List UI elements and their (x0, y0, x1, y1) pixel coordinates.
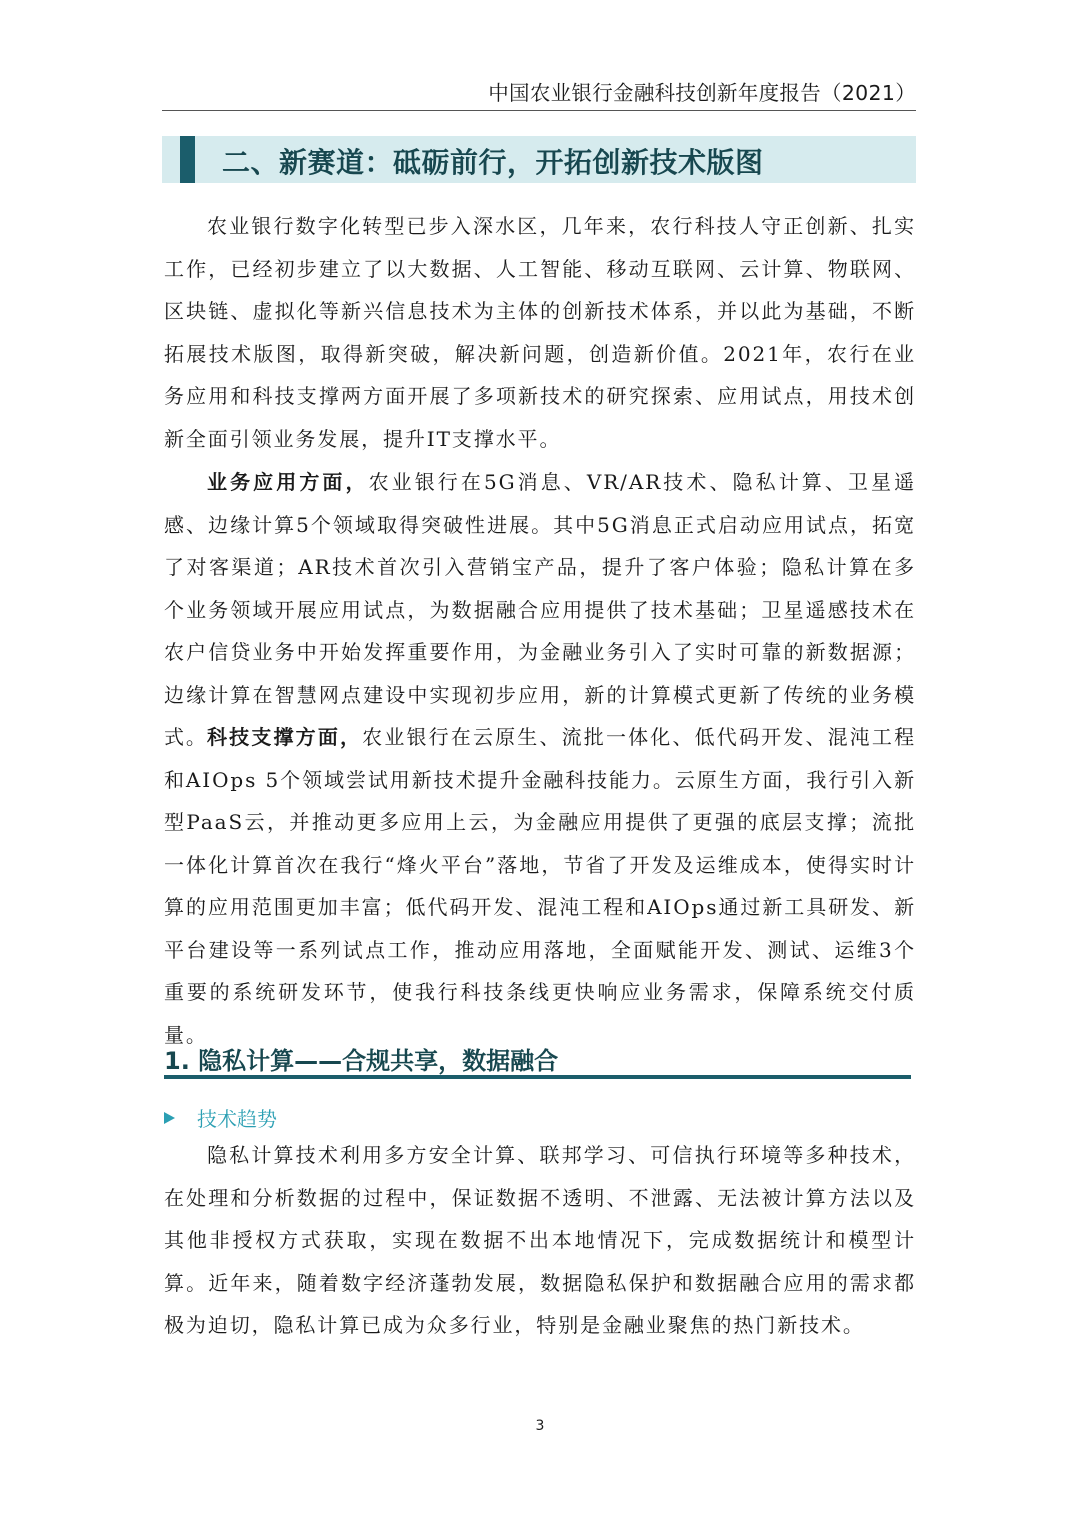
section-banner-accent-bar (180, 136, 195, 183)
intro-paragraph: 农业银行数字化转型已步入深水区，几年来，农行科技人守正创新、扎实工作，已经初步建立了以大数据、人工智能、移动互联网、云计算、物联网、区块链、虚拟化等新兴信息技术为主体的创新技术体系，并以此为基础，不断拓展技术版图，取得新突破，解决新问题，创造新价值。2021年，农行在业务应用和科技支撑两方面开展了多项新技术的研究探索、应用试点，用技术创新全面引领业务发展，提升IT支撑水平。 (164, 214, 916, 451)
trend-paragraph: 隐私计算技术利用多方安全计算、联邦学习、可信执行环境等多种技术，在处理和分析数据的过程中，保证数据不透明、不泄露、无法被计算方法以及其他非授权方式获取，实现在数据不出本地情况下，完成数据统计和模型计算。近年来，随着数字经济蓬勃发展，数据隐私保护和数据融合应用的需求都极为迫切，隐私计算已成为众多行业，特别是金融业聚焦的热门新技术。 (164, 1143, 916, 1337)
business-application-lead: 业务应用方面， (207, 470, 369, 494)
tech-support-paragraph (164, 716, 916, 1056)
trend-heading-label: 技术趋势 (197, 1107, 277, 1131)
section-title: 二、新赛道：砥砺前行，开拓创新技术版图 (222, 146, 764, 179)
arrow-right-icon (164, 1112, 175, 1124)
header-divider (162, 110, 916, 111)
subsection-title: 1. 隐私计算——合规共享，数据融合 (164, 1047, 559, 1075)
subsection-divider (164, 1075, 911, 1079)
business-application-body: 农业银行在5G消息、VR/AR技术、隐私计算、卫星遥感、边缘计算5个领域取得突破性进展。其中5G消息正式启动应用试点，拓宽了对客渠道；AR技术首次引入营销宝产品，提升了客户体验；隐私计算在多个业务领域开展应用试点，为数据融合应用提供了技术基础；卫星遥感技术在农户信贷业务中开始发挥重要作用，为金融业务引入了实时可靠的新数据源；边缘计算在智慧网点建设中实现初步应用，新的计算模式更新了传统的业务模式。 (164, 470, 916, 749)
tech-support-body: 农业银行在云原生、流批一体化、低代码开发、混沌工程和AIOps 5个领域尝试用新技术提升金融科技能力。云原生方面，我行引入新型PaaS云，并推动更多应用上云，为金融应用提供了更强的底层支撑；流批一体化计算首次在我行“烽火平台”落地，节省了开发及运维成本，使得实时计算的应用范围更加丰富；低代码开发、混沌工程和AIOps通过新工具研发、新平台建设等一系列试点工作，推动应用落地，全面赋能开发、测试、运维3个重要的系统研发环节，使我行科技条线更快响应业务需求，保障系统交付质量。 (164, 725, 916, 1047)
business-application-paragraph (164, 461, 916, 759)
trend-heading (164, 1103, 277, 1132)
tech-support-lead: 科技支撑方面， (207, 725, 363, 749)
running-header-title: 中国农业银行金融科技创新年度报告（2021） (488, 81, 916, 105)
page-number: 3 (535, 1418, 545, 1434)
